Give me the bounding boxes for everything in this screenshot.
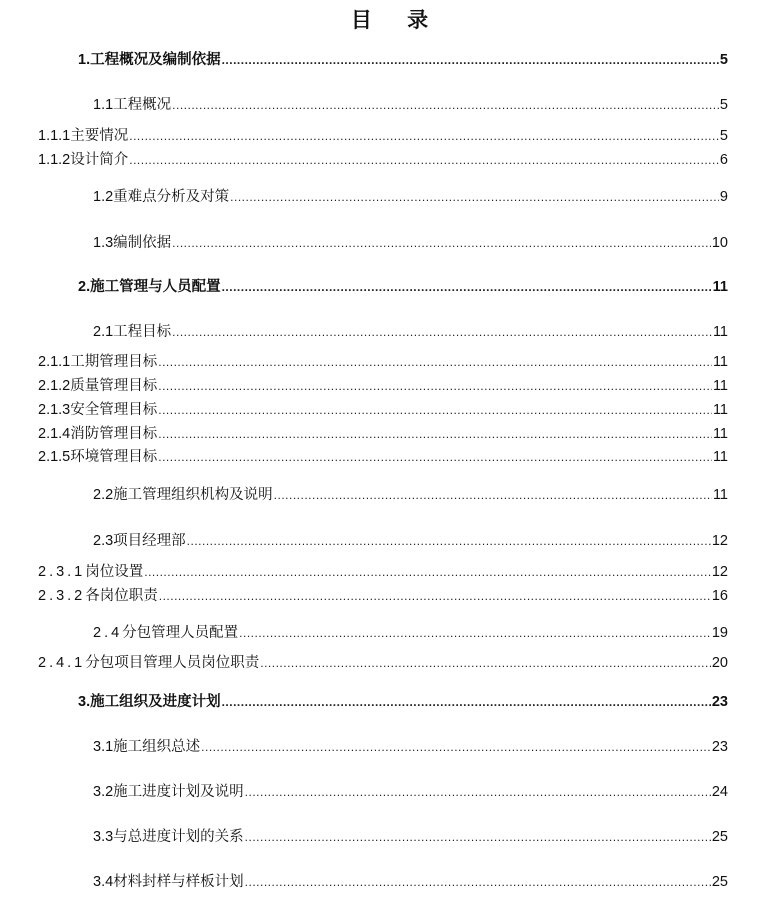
toc-leader-dots (222, 277, 712, 297)
toc-leader-dots (158, 376, 712, 396)
toc-leader-dots (172, 233, 711, 253)
toc-entry[interactable] (93, 95, 728, 115)
toc-entry-number: 2.4.1 (38, 655, 86, 671)
toc-entry-number: 3.1 (93, 739, 114, 755)
toc-entry[interactable] (78, 277, 728, 297)
toc-entry-page: 11 (712, 426, 728, 442)
toc-entry-number: 3.2 (93, 784, 114, 800)
toc-entry-number: 2. (78, 279, 91, 295)
toc-entry[interactable] (38, 424, 728, 444)
toc-leader-dots (158, 400, 712, 420)
toc-entry[interactable] (93, 827, 728, 847)
toc-leader-dots (158, 352, 712, 372)
toc-entry-page: 23 (711, 739, 728, 755)
toc-entry-page: 11 (712, 487, 728, 503)
toc-leader-dots (274, 485, 712, 505)
toc-entry-page: 11 (712, 324, 728, 340)
toc-leader-dots (245, 782, 711, 802)
toc-entry-page: 9 (719, 189, 728, 205)
toc-entry-number: 1.1.1 (38, 128, 71, 144)
toc-entry[interactable] (93, 872, 728, 892)
toc-entry-number: 2.1.2 (38, 378, 71, 394)
toc-leader-dots (239, 623, 711, 643)
toc-entry-page: 11 (712, 402, 728, 418)
toc-entry-number: 2.4 (93, 625, 123, 641)
toc-entry-number: 2.3 (93, 533, 114, 549)
toc-entry-page: 10 (711, 235, 728, 251)
toc-entry-title: 施工组织及进度计划 (90, 694, 221, 710)
toc-entry-title: 工期管理目标 (70, 354, 158, 370)
toc-entry-page: 11 (712, 354, 728, 370)
toc-leader-dots (158, 424, 712, 444)
toc-leader-dots (144, 562, 711, 582)
toc-entry[interactable] (38, 653, 728, 673)
toc-leader-dots (222, 692, 711, 712)
toc-leader-dots (158, 447, 712, 467)
toc-entry-page: 5 (719, 52, 728, 68)
toc-entry[interactable] (93, 187, 728, 207)
toc-leader-dots (230, 187, 719, 207)
toc-entry[interactable] (93, 485, 728, 505)
toc-leader-dots (222, 50, 719, 70)
toc-entry-number: 1.3 (93, 235, 114, 251)
toc-entry-page: 24 (711, 784, 728, 800)
toc-entry-page: 25 (711, 874, 728, 890)
toc-entry[interactable] (38, 376, 728, 396)
toc-entry[interactable] (38, 150, 728, 170)
toc-entry-title: 与总进度计划的关系 (113, 829, 244, 845)
toc-entry-page: 16 (711, 588, 728, 604)
toc-entry-title: 编制依据 (113, 235, 172, 251)
toc-entry-page: 19 (711, 625, 728, 641)
toc-entry-page: 6 (719, 152, 728, 168)
toc-entry-title: 各岗位职责 (85, 588, 158, 604)
toc-entry-title: 项目经理部 (113, 533, 186, 549)
toc-entry-title: 施工管理组织机构及说明 (113, 487, 273, 503)
toc-entry-page: 11 (712, 378, 728, 394)
toc-entry-number: 3.3 (93, 829, 114, 845)
toc-entry[interactable] (38, 126, 728, 146)
toc-entry-title: 分包项目管理人员岗位职责 (85, 655, 260, 671)
toc-entry-title: 施工组织总述 (113, 739, 201, 755)
toc-entry-page: 5 (719, 128, 728, 144)
toc-entry[interactable] (38, 562, 728, 582)
toc-entry-title: 设计简介 (70, 152, 129, 168)
toc-entry-title: 施工进度计划及说明 (113, 784, 244, 800)
toc-leader-dots (172, 322, 712, 342)
toc-entry-number: 2.2 (93, 487, 114, 503)
toc-entry-number: 1.1.2 (38, 152, 71, 168)
toc-entry-number: 2.3.2 (38, 588, 86, 604)
toc-leader-dots (201, 737, 711, 757)
toc-leader-dots (260, 653, 711, 673)
toc-leader-dots (187, 531, 711, 551)
toc-entry-title: 施工管理与人员配置 (90, 279, 221, 295)
toc-entry-number: 1.2 (93, 189, 114, 205)
toc-entry[interactable] (93, 737, 728, 757)
toc-entry-title: 重难点分析及对策 (113, 189, 230, 205)
toc-entry-page: 12 (711, 533, 728, 549)
toc-entry-number: 3. (78, 694, 91, 710)
toc-leader-dots (245, 872, 711, 892)
page-title: 目 录 (350, 8, 443, 32)
toc-entry-title: 环境管理目标 (70, 449, 158, 465)
toc-entry-page: 5 (719, 97, 728, 113)
toc-entry-page: 11 (712, 279, 728, 295)
toc-leader-dots (129, 150, 719, 170)
toc-entry-page: 11 (712, 449, 728, 465)
toc-entry-number: 2.1 (93, 324, 114, 340)
toc-leader-dots (129, 126, 719, 146)
toc-entry[interactable] (93, 623, 728, 643)
toc-entry-title: 分包管理人员配置 (122, 625, 239, 641)
toc-entry-number: 2.1.5 (38, 449, 71, 465)
toc-entry[interactable] (38, 400, 728, 420)
toc-entry-page: 23 (711, 694, 728, 710)
toc-entry-number: 2.1.1 (38, 354, 71, 370)
toc-entry[interactable] (78, 50, 728, 70)
toc-entry-page: 12 (711, 564, 728, 580)
toc-entry-title: 消防管理目标 (70, 426, 158, 442)
toc-entry[interactable] (93, 233, 728, 253)
toc-entry-page: 20 (711, 655, 728, 671)
toc-entry[interactable] (93, 782, 728, 802)
toc-leader-dots (172, 95, 719, 115)
toc-entry-title: 工程概况及编制依据 (90, 52, 221, 68)
toc-entry-page: 25 (711, 829, 728, 845)
toc-entry-number: 3.4 (93, 874, 114, 890)
toc-entry-number: 2.1.4 (38, 426, 71, 442)
toc-leader-dots (159, 586, 711, 606)
toc-entry[interactable] (38, 352, 728, 372)
toc-entry[interactable] (38, 586, 728, 606)
toc-entry-number: 1.1 (93, 97, 114, 113)
toc-entry-title: 主要情况 (70, 128, 129, 144)
toc-entry[interactable] (93, 322, 728, 342)
toc-entry-title: 安全管理目标 (70, 402, 158, 418)
toc-entry[interactable] (38, 447, 728, 467)
toc-entry[interactable] (78, 692, 728, 712)
toc-entry-title: 工程目标 (113, 324, 172, 340)
toc-entry[interactable] (93, 531, 728, 551)
toc-entry-number: 1. (78, 52, 91, 68)
toc-entry-number: 2.3.1 (38, 564, 86, 580)
toc-entry-number: 2.1.3 (38, 402, 71, 418)
toc-entry-title: 岗位设置 (85, 564, 144, 580)
toc-entry-title: 工程概况 (113, 97, 172, 113)
toc-entry-title: 材料封样与样板计划 (113, 874, 244, 890)
toc-entry-title: 质量管理目标 (70, 378, 158, 394)
toc-leader-dots (245, 827, 711, 847)
